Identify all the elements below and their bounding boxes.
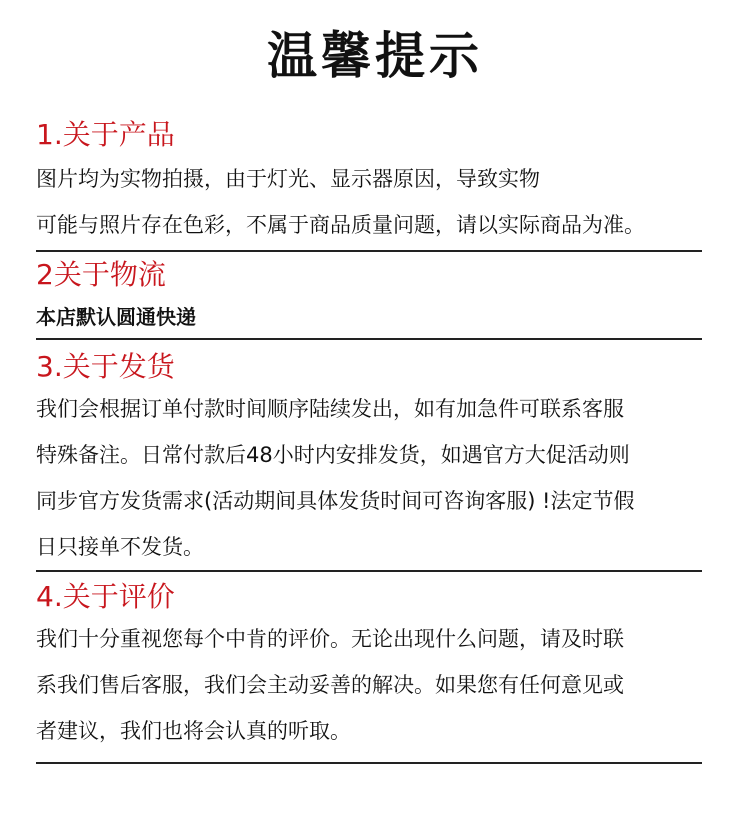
section-text-line: 系我们售后客服，我们会主动妥善的解决。如果您有任何意见或: [36, 673, 624, 697]
page-title: 温馨提示: [267, 27, 483, 85]
section-text-line: 同步官方发货需求(活动期间具体发货时间可咨询客服) !法定节假: [36, 489, 635, 513]
divider-line: [36, 250, 702, 252]
section-heading-shipping: 3.关于发货: [36, 350, 175, 383]
section-heading-product: 1.关于产品: [36, 118, 175, 151]
divider-line: [36, 338, 702, 340]
section-text-line: 图片均为实物拍摄，由于灯光、显示器原因，导致实物: [36, 167, 540, 191]
section-text-line: 者建议，我们也将会认真的听取。: [36, 719, 351, 743]
section-heading-logistics: 2关于物流: [36, 258, 166, 291]
section-heading-review: 4.关于评价: [36, 580, 175, 613]
section-text-line: 我们十分重视您每个中肯的评价。无论出现什么问题，请及时联: [36, 627, 624, 651]
divider-line: [36, 762, 702, 764]
section-text-line: 日只接单不发货。: [36, 535, 204, 559]
section-text-line: 本店默认圆通快递: [36, 305, 196, 329]
divider-line: [36, 570, 702, 572]
section-text-line: 特殊备注。日常付款后48小时内安排发货，如遇官方大促活动则: [36, 443, 630, 467]
section-text-line: 可能与照片存在色彩，不属于商品质量问题，请以实际商品为准。: [36, 213, 645, 237]
section-text-line: 我们会根据订单付款时间顺序陆续发出，如有加急件可联系客服: [36, 397, 624, 421]
